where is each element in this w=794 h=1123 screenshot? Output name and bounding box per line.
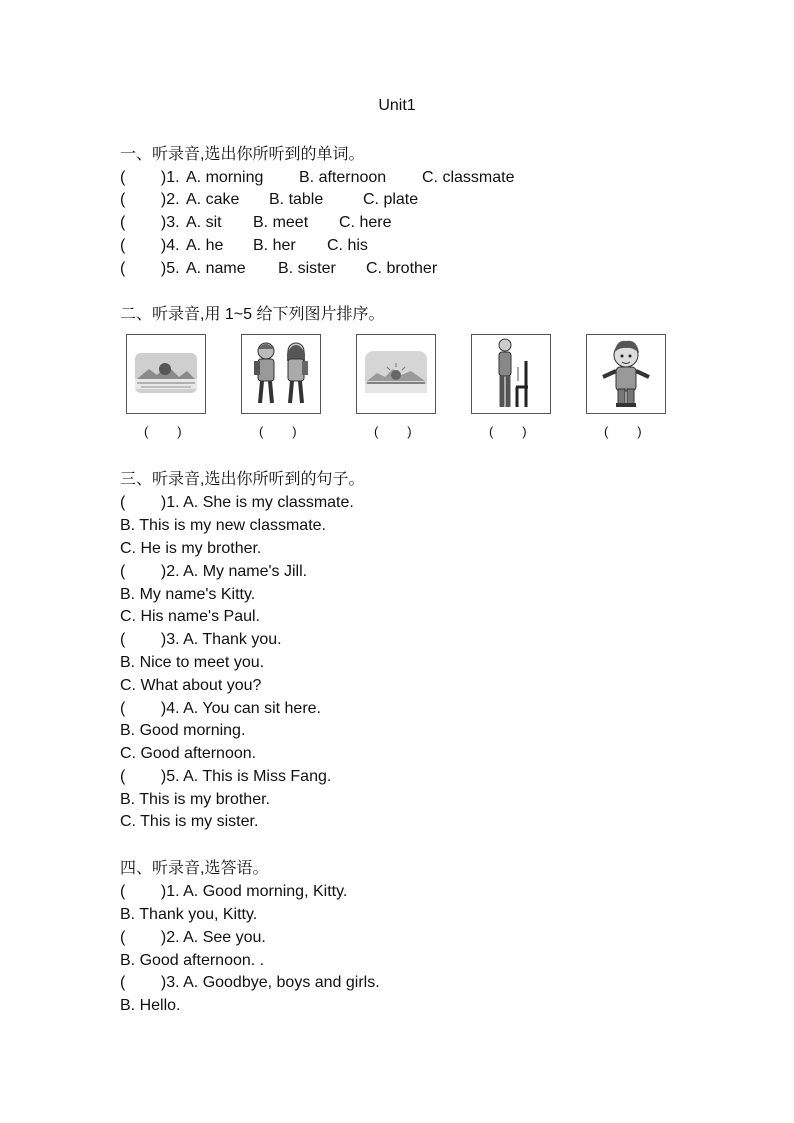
answer-blank-2[interactable]: ( )	[259, 424, 297, 439]
s3-line-13: ( )5. A. This is Miss Fang.	[120, 768, 332, 785]
s1-item-1	[120, 167, 515, 189]
section1-heading: 一、听录音,选出你所听到的单词。	[120, 146, 365, 163]
boy-icon	[587, 335, 665, 413]
s3-line-5: B. My name's Kitty.	[120, 586, 256, 603]
s3-line-1: ( )1. A. She is my classmate.	[120, 494, 354, 511]
option-b: B. table	[269, 191, 324, 208]
option-c: C. classmate	[422, 169, 515, 186]
picture-3	[356, 334, 436, 414]
option-a: A. he	[186, 237, 224, 254]
option-c: C. brother	[366, 260, 438, 277]
s3-line-6: C. His name's Paul.	[120, 608, 260, 625]
s4-line-5: ( )3. A. Goodbye, boys and girls.	[120, 974, 380, 991]
s3-line-7: ( )3. A. Thank you.	[120, 631, 282, 648]
item-number: ( )3.	[120, 214, 180, 231]
s1-item-3	[120, 212, 392, 234]
s3-line-15: C. This is my sister.	[120, 813, 259, 830]
s4-line-4: B. Good afternoon. .	[120, 952, 265, 969]
answer-blank-5[interactable]: ( )	[604, 424, 642, 439]
option-a: A. morning	[186, 169, 264, 186]
s4-line-2: B. Thank you, Kitty.	[120, 906, 258, 923]
s1-item-5	[120, 258, 438, 280]
s3-line-4: ( )2. A. My name's Jill.	[120, 563, 308, 580]
option-c: C. his	[327, 237, 368, 254]
s3-line-3: C. He is my brother.	[120, 540, 262, 557]
item-number: ( )4.	[120, 237, 180, 254]
picture-1	[126, 334, 206, 414]
item-number: ( )2.	[120, 191, 180, 208]
option-b: B. meet	[253, 214, 309, 231]
s3-line-2: B. This is my new classmate.	[120, 517, 326, 534]
s1-item-4	[120, 235, 368, 257]
option-b: B. sister	[278, 260, 336, 277]
option-a: A. name	[186, 260, 246, 277]
option-c: C. plate	[363, 191, 419, 208]
item-number: ( )1.	[120, 169, 180, 186]
s3-line-9: C. What about you?	[120, 677, 262, 694]
section4-heading: 四、听录音,选答语。	[120, 860, 269, 877]
s3-line-10: ( )4. A. You can sit here.	[120, 700, 321, 717]
answer-blank-3[interactable]: ( )	[374, 424, 412, 439]
s4-line-6: B. Hello.	[120, 997, 181, 1014]
answer-blank-4[interactable]: ( )	[489, 424, 527, 439]
item-number: ( )5.	[120, 260, 180, 277]
s3-line-8: B. Nice to meet you.	[120, 654, 265, 671]
man-chair-icon	[472, 335, 550, 413]
picture-4	[471, 334, 551, 414]
option-a: A. cake	[186, 191, 240, 208]
picture-2	[241, 334, 321, 414]
s1-item-2	[120, 189, 419, 211]
sunrise-icon	[127, 335, 205, 413]
s4-line-3: ( )2. A. See you.	[120, 929, 266, 946]
option-a: A. sit	[186, 214, 222, 231]
picture-5	[586, 334, 666, 414]
sunset-icon	[357, 335, 435, 413]
s3-line-11: B. Good morning.	[120, 722, 246, 739]
answer-blank-1[interactable]: ( )	[144, 424, 182, 439]
option-c: C. here	[339, 214, 392, 231]
s3-line-14: B. This is my brother.	[120, 791, 270, 808]
section3-heading: 三、听录音,选出你所听到的句子。	[120, 471, 365, 488]
section2-heading: 二、听录音,用 1~5 给下列图片排序。	[120, 306, 385, 323]
s3-line-12: C. Good afternoon.	[120, 745, 257, 762]
children-icon	[242, 335, 320, 413]
page-title: Unit1	[378, 97, 416, 114]
option-b: B. her	[253, 237, 296, 254]
option-b: B. afternoon	[299, 169, 387, 186]
s4-line-1: ( )1. A. Good morning, Kitty.	[120, 883, 348, 900]
